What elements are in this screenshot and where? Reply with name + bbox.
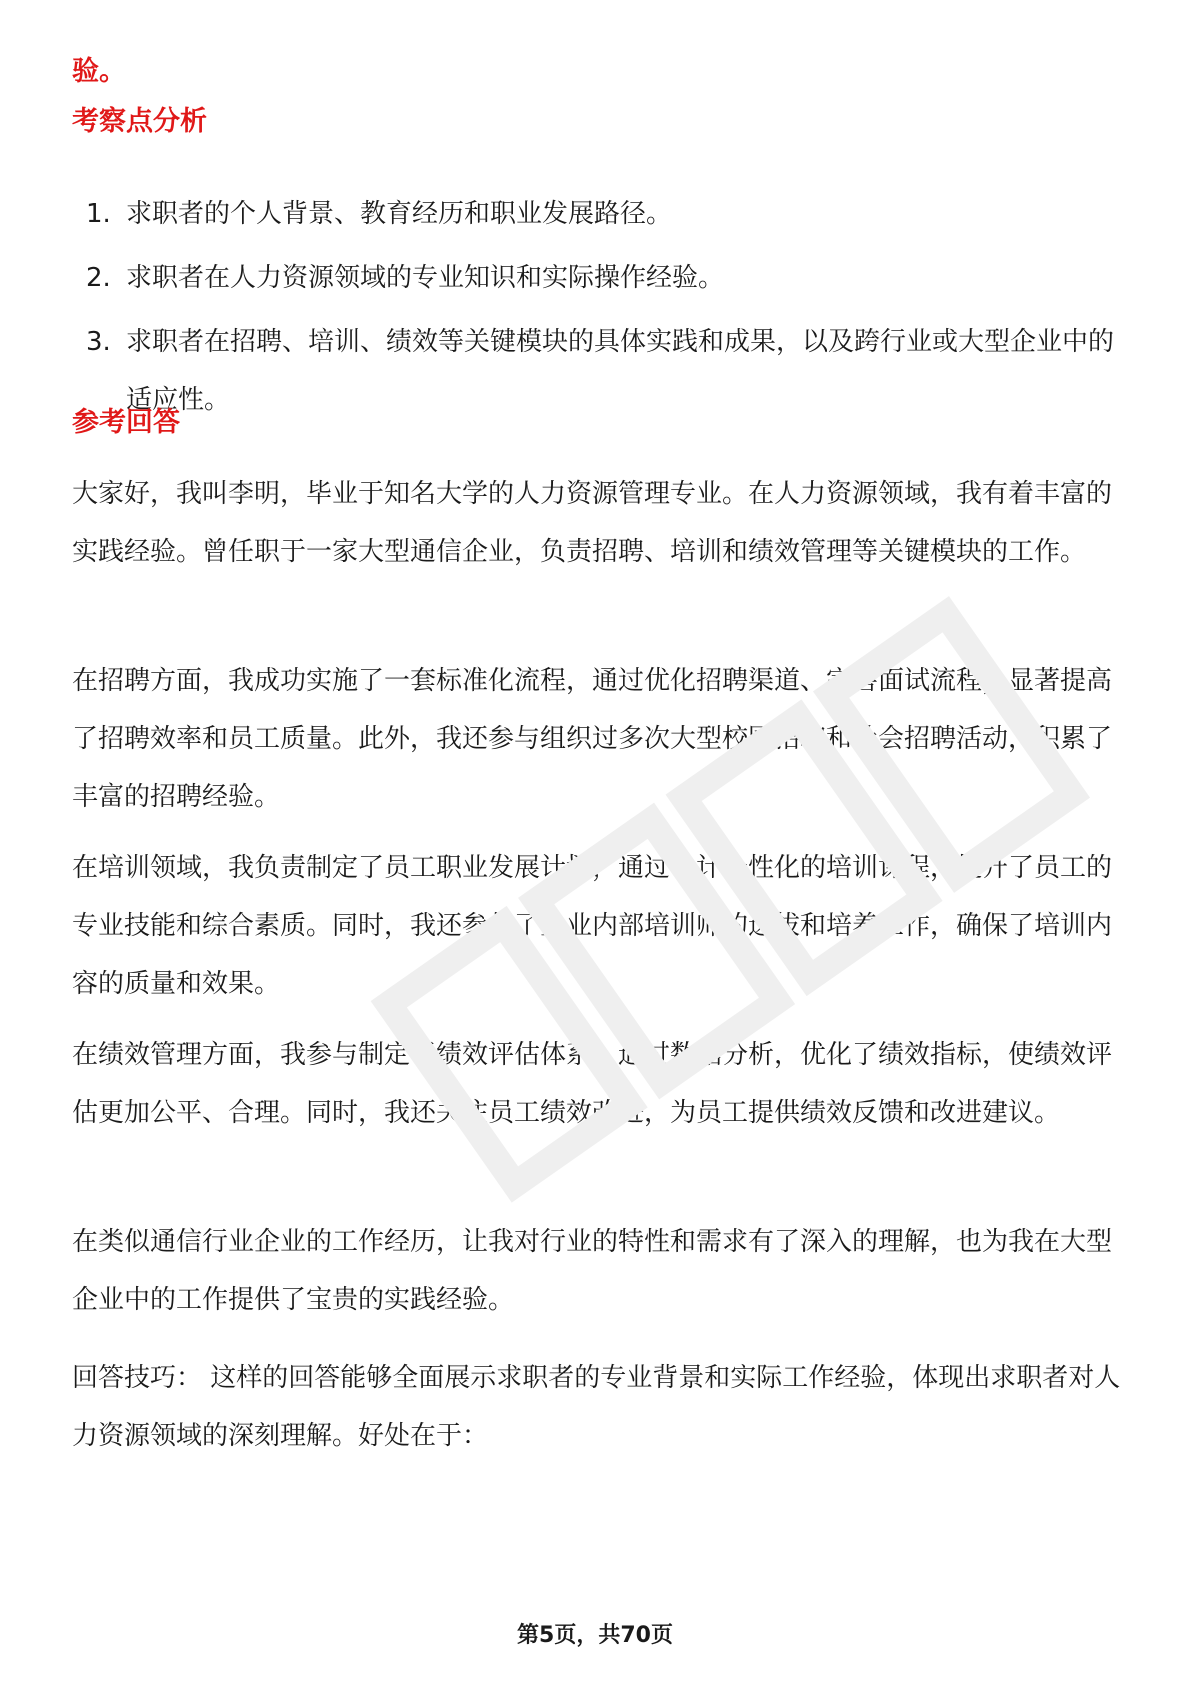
answer-paragraph: 大家好，我叫李明，毕业于知名大学的人力资源管理专业。在人力资源领域，我有着丰富的实践经验。曾任职于一家大型通信企业，负责招聘、培训和绩效管理等关键模块的工作。 xyxy=(72,479,1113,567)
list-item-text: 求职者的个人背景、教育经历和职业发展路径。 xyxy=(126,199,673,229)
continued-text-fragment: 验。 xyxy=(72,56,126,87)
list-item-number: 3. xyxy=(86,327,111,357)
list-item xyxy=(72,313,1122,429)
list-item-number: 1. xyxy=(86,199,111,229)
section-heading-analysis: 考察点分析 xyxy=(72,106,207,137)
answer-tips-paragraph: 回答技巧： 这样的回答能够全面展示求职者的专业背景和实际工作经验，体现出求职者对人力资源领域的深刻理解。好处在于： xyxy=(72,1363,1121,1451)
list-item-number: 2. xyxy=(86,263,111,293)
list-item xyxy=(72,249,1122,307)
answer-paragraph: 在培训领域，我负责制定了员工职业发展计划，通过设计个性化的培训课程，提升了员工的专业技能和综合素质。同时，我还参与了企业内部培训师的选拔和培养工作，确保了培训内容的质量和效果。 xyxy=(72,853,1113,999)
answer-paragraph: 在绩效管理方面，我参与制定了绩效评估体系，通过数据分析，优化了绩效指标，使绩效评估更加公平、合理。同时，我还关注员工绩效改进，为员工提供绩效反馈和改进建议。 xyxy=(72,1040,1113,1128)
answer-paragraph: 在招聘方面，我成功实施了一套标准化流程，通过优化招聘渠道、完善面试流程，显著提高了招聘效率和员工质量。此外，我还参与组织过多次大型校园招聘和社会招聘活动，积累了丰富的招聘经验。 xyxy=(72,666,1113,812)
analysis-list xyxy=(72,185,1122,435)
list-item-text: 求职者在人力资源领域的专业知识和实际操作经验。 xyxy=(126,263,725,293)
list-item xyxy=(72,185,1122,243)
section-heading-reference-answer: 参考回答 xyxy=(72,407,180,438)
list-item-text: 求职者在招聘、培训、绩效等关键模块的具体实践和成果，以及跨行业或大型企业中的适应性。 xyxy=(126,327,1115,415)
answer-paragraph: 在类似通信行业企业的工作经历，让我对行业的特性和需求有了深入的理解，也为我在大型企业中的工作提供了宝贵的实践经验。 xyxy=(72,1227,1113,1315)
page-number-footer: 第5页，共70页 xyxy=(517,1623,673,1648)
